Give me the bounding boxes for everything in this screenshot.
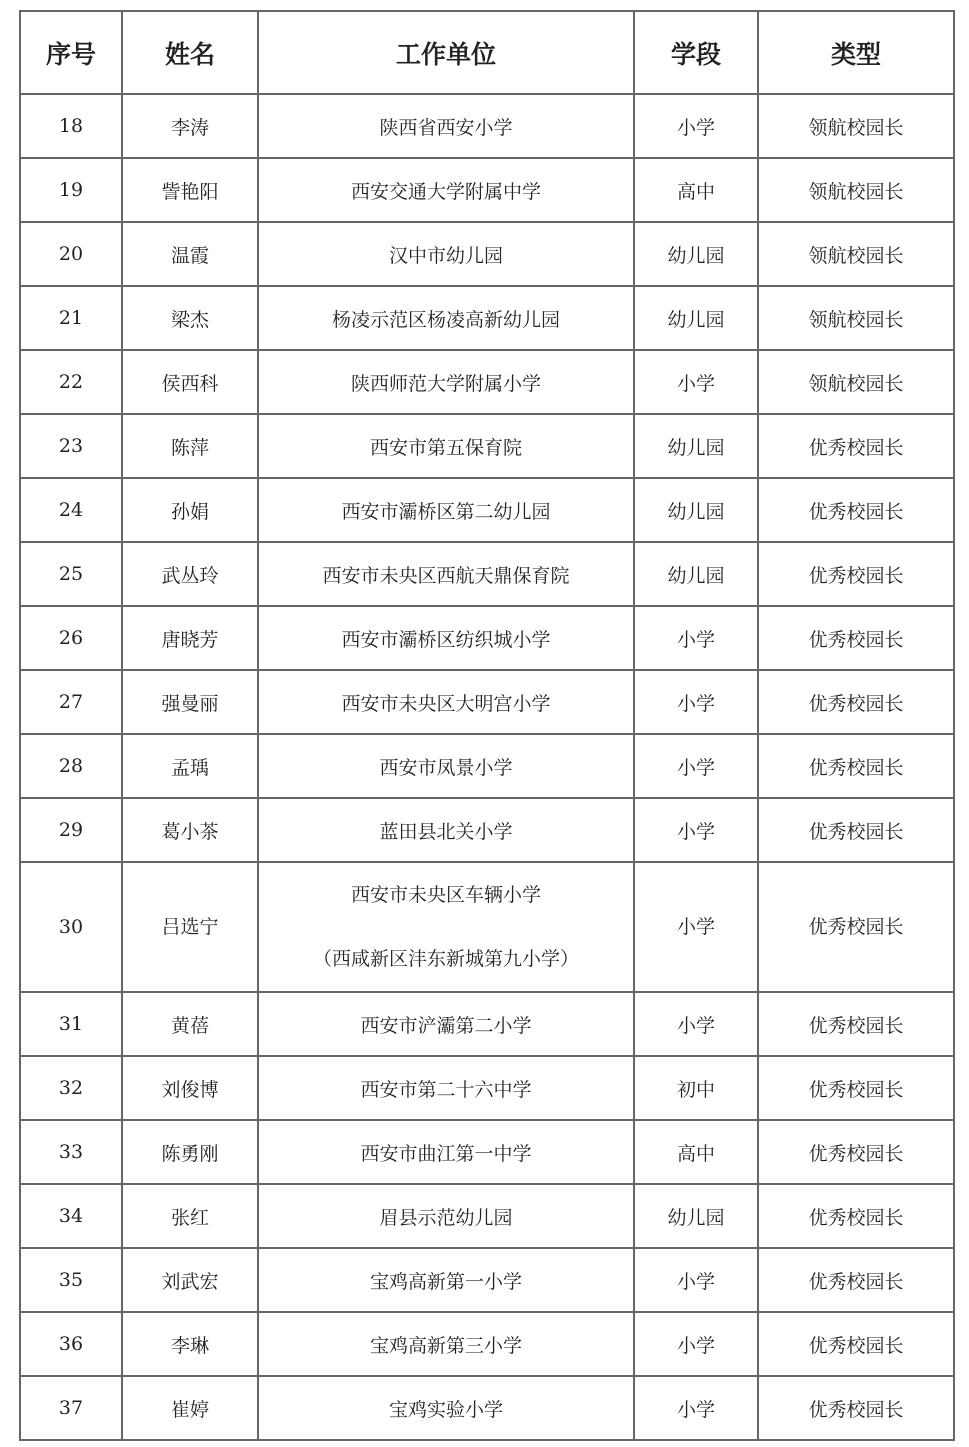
cell-name: 梁杰 <box>122 286 258 350</box>
cell-name: 孟瑀 <box>122 734 258 798</box>
cell-stage: 小学 <box>634 670 758 734</box>
unit-line: （西咸新区沣东新城第九小学） <box>312 948 579 970</box>
cell-number: 19 <box>20 158 122 222</box>
cell-name: 李琳 <box>122 1312 258 1376</box>
cell-unit <box>258 1056 634 1120</box>
cell-type: 领航校园长 <box>758 94 954 158</box>
cell-unit <box>258 798 634 862</box>
unit-line: 宝鸡高新第三小学 <box>369 1334 522 1357</box>
cell-number: 21 <box>20 286 122 350</box>
cell-unit <box>258 992 634 1056</box>
cell-number: 34 <box>20 1184 122 1248</box>
cell-unit <box>258 734 634 798</box>
cell-number: 23 <box>20 414 122 478</box>
cell-unit <box>258 478 634 542</box>
cell-stage: 幼儿园 <box>634 1184 758 1248</box>
cell-number: 30 <box>20 862 122 992</box>
cell-name: 武丛玲 <box>122 542 258 606</box>
cell-name: 强曼丽 <box>122 670 258 734</box>
cell-unit <box>258 1376 634 1440</box>
cell-number: 25 <box>20 542 122 606</box>
cell-type: 优秀校园长 <box>758 1184 954 1248</box>
table-row <box>20 1248 954 1312</box>
cell-type: 优秀校园长 <box>758 798 954 862</box>
cell-type: 优秀校园长 <box>758 1120 954 1184</box>
cell-number: 20 <box>20 222 122 286</box>
cell-name: 訾艳阳 <box>122 158 258 222</box>
cell-stage: 小学 <box>634 992 758 1056</box>
cell-type: 优秀校园长 <box>758 414 954 478</box>
cell-unit <box>258 1120 634 1184</box>
unit-line: 西安市凤景小学 <box>379 756 513 779</box>
unit-line: 眉县示范幼儿园 <box>379 1206 513 1229</box>
table-row <box>20 1184 954 1248</box>
cell-unit <box>258 94 634 158</box>
cell-stage: 幼儿园 <box>634 542 758 606</box>
cell-stage: 初中 <box>634 1056 758 1120</box>
unit-line: 蓝田县北关小学 <box>379 820 513 843</box>
table-row <box>20 862 954 992</box>
cell-type: 优秀校园长 <box>758 862 954 992</box>
table-row <box>20 286 954 350</box>
cell-name: 唐晓芳 <box>122 606 258 670</box>
cell-unit <box>258 1312 634 1376</box>
unit-line: 西安市未央区车辆小学 <box>350 884 541 906</box>
cell-stage: 幼儿园 <box>634 414 758 478</box>
cell-type: 优秀校园长 <box>758 1312 954 1376</box>
cell-stage: 幼儿园 <box>634 478 758 542</box>
cell-stage: 高中 <box>634 158 758 222</box>
cell-unit <box>258 862 634 992</box>
cell-number: 32 <box>20 1056 122 1120</box>
table-row <box>20 992 954 1056</box>
unit-line: 陕西师范大学附属小学 <box>350 372 541 395</box>
unit-line: 西安市灞桥区第二幼儿园 <box>341 500 551 523</box>
cell-unit <box>258 158 634 222</box>
cell-name: 陈勇刚 <box>122 1120 258 1184</box>
cell-number: 28 <box>20 734 122 798</box>
cell-unit <box>258 350 634 414</box>
header-name: 姓名 <box>122 11 258 94</box>
cell-name: 刘武宏 <box>122 1248 258 1312</box>
cell-type: 优秀校园长 <box>758 1376 954 1440</box>
cell-name: 温霞 <box>122 222 258 286</box>
cell-type: 优秀校园长 <box>758 1056 954 1120</box>
cell-number: 33 <box>20 1120 122 1184</box>
unit-line: 西安交通大学附属中学 <box>350 180 541 203</box>
table-row <box>20 670 954 734</box>
cell-type: 优秀校园长 <box>758 606 954 670</box>
table-row <box>20 478 954 542</box>
cell-unit <box>258 414 634 478</box>
cell-stage: 小学 <box>634 798 758 862</box>
cell-stage: 小学 <box>634 734 758 798</box>
cell-number: 37 <box>20 1376 122 1440</box>
cell-stage: 高中 <box>634 1120 758 1184</box>
unit-line: 宝鸡高新第一小学 <box>369 1270 522 1293</box>
cell-number: 36 <box>20 1312 122 1376</box>
cell-unit <box>258 1184 634 1248</box>
cell-name: 葛小茶 <box>122 798 258 862</box>
unit-line: 西安市浐灞第二小学 <box>360 1014 532 1037</box>
table-row <box>20 350 954 414</box>
cell-stage: 小学 <box>634 94 758 158</box>
table-row <box>20 1312 954 1376</box>
cell-name: 李涛 <box>122 94 258 158</box>
cell-name: 吕选宁 <box>122 862 258 992</box>
cell-type: 优秀校园长 <box>758 734 954 798</box>
cell-stage: 小学 <box>634 606 758 670</box>
cell-number: 26 <box>20 606 122 670</box>
header-type: 类型 <box>758 11 954 94</box>
cell-unit <box>258 606 634 670</box>
cell-type: 领航校园长 <box>758 158 954 222</box>
table-row <box>20 94 954 158</box>
cell-type: 优秀校园长 <box>758 992 954 1056</box>
cell-number: 24 <box>20 478 122 542</box>
table-row <box>20 1056 954 1120</box>
unit-line: 西安市第二十六中学 <box>360 1078 532 1101</box>
cell-unit <box>258 542 634 606</box>
unit-line: 西安市曲江第一中学 <box>360 1142 532 1165</box>
cell-type: 优秀校园长 <box>758 670 954 734</box>
cell-stage: 小学 <box>634 350 758 414</box>
cell-type: 领航校园长 <box>758 222 954 286</box>
cell-name: 孙娟 <box>122 478 258 542</box>
unit-line: 陕西省西安小学 <box>379 116 513 139</box>
unit-line: 汉中市幼儿园 <box>388 244 503 267</box>
table-header-row <box>20 11 954 94</box>
cell-number: 29 <box>20 798 122 862</box>
unit-line: 西安市未央区西航天鼎保育院 <box>322 564 570 587</box>
cell-type: 领航校园长 <box>758 286 954 350</box>
cell-name: 刘俊博 <box>122 1056 258 1120</box>
cell-name: 张红 <box>122 1184 258 1248</box>
unit-line: 西安市第五保育院 <box>369 436 522 459</box>
unit-line: 杨凌示范区杨凌高新幼儿园 <box>331 308 560 331</box>
table-row <box>20 1120 954 1184</box>
table-row <box>20 798 954 862</box>
table-row <box>20 542 954 606</box>
table-row <box>20 158 954 222</box>
header-stage: 学段 <box>634 11 758 94</box>
table-row <box>20 414 954 478</box>
table-row <box>20 606 954 670</box>
cell-name: 黄蓓 <box>122 992 258 1056</box>
cell-unit <box>258 670 634 734</box>
cell-unit <box>258 1248 634 1312</box>
cell-type: 领航校园长 <box>758 350 954 414</box>
cell-stage: 幼儿园 <box>634 222 758 286</box>
table-row <box>20 734 954 798</box>
header-unit: 工作单位 <box>258 11 634 94</box>
header-number: 序号 <box>20 11 122 94</box>
cell-name: 陈萍 <box>122 414 258 478</box>
principal-list-table <box>19 10 955 1441</box>
cell-number: 27 <box>20 670 122 734</box>
cell-name: 侯西科 <box>122 350 258 414</box>
cell-type: 优秀校园长 <box>758 542 954 606</box>
cell-stage: 小学 <box>634 862 758 992</box>
unit-line: 宝鸡实验小学 <box>388 1398 503 1421</box>
cell-number: 18 <box>20 94 122 158</box>
table-row <box>20 222 954 286</box>
table-row <box>20 1376 954 1440</box>
unit-line: 西安市灞桥区纺织城小学 <box>341 628 551 651</box>
unit-line: 西安市未央区大明宫小学 <box>341 692 551 715</box>
cell-number: 35 <box>20 1248 122 1312</box>
cell-stage: 小学 <box>634 1312 758 1376</box>
cell-name: 崔婷 <box>122 1376 258 1440</box>
cell-type: 优秀校园长 <box>758 1248 954 1312</box>
cell-number: 22 <box>20 350 122 414</box>
cell-unit <box>258 286 634 350</box>
cell-stage: 小学 <box>634 1376 758 1440</box>
cell-unit <box>258 222 634 286</box>
cell-number: 31 <box>20 992 122 1056</box>
cell-stage: 幼儿园 <box>634 286 758 350</box>
cell-stage: 小学 <box>634 1248 758 1312</box>
cell-type: 优秀校园长 <box>758 478 954 542</box>
